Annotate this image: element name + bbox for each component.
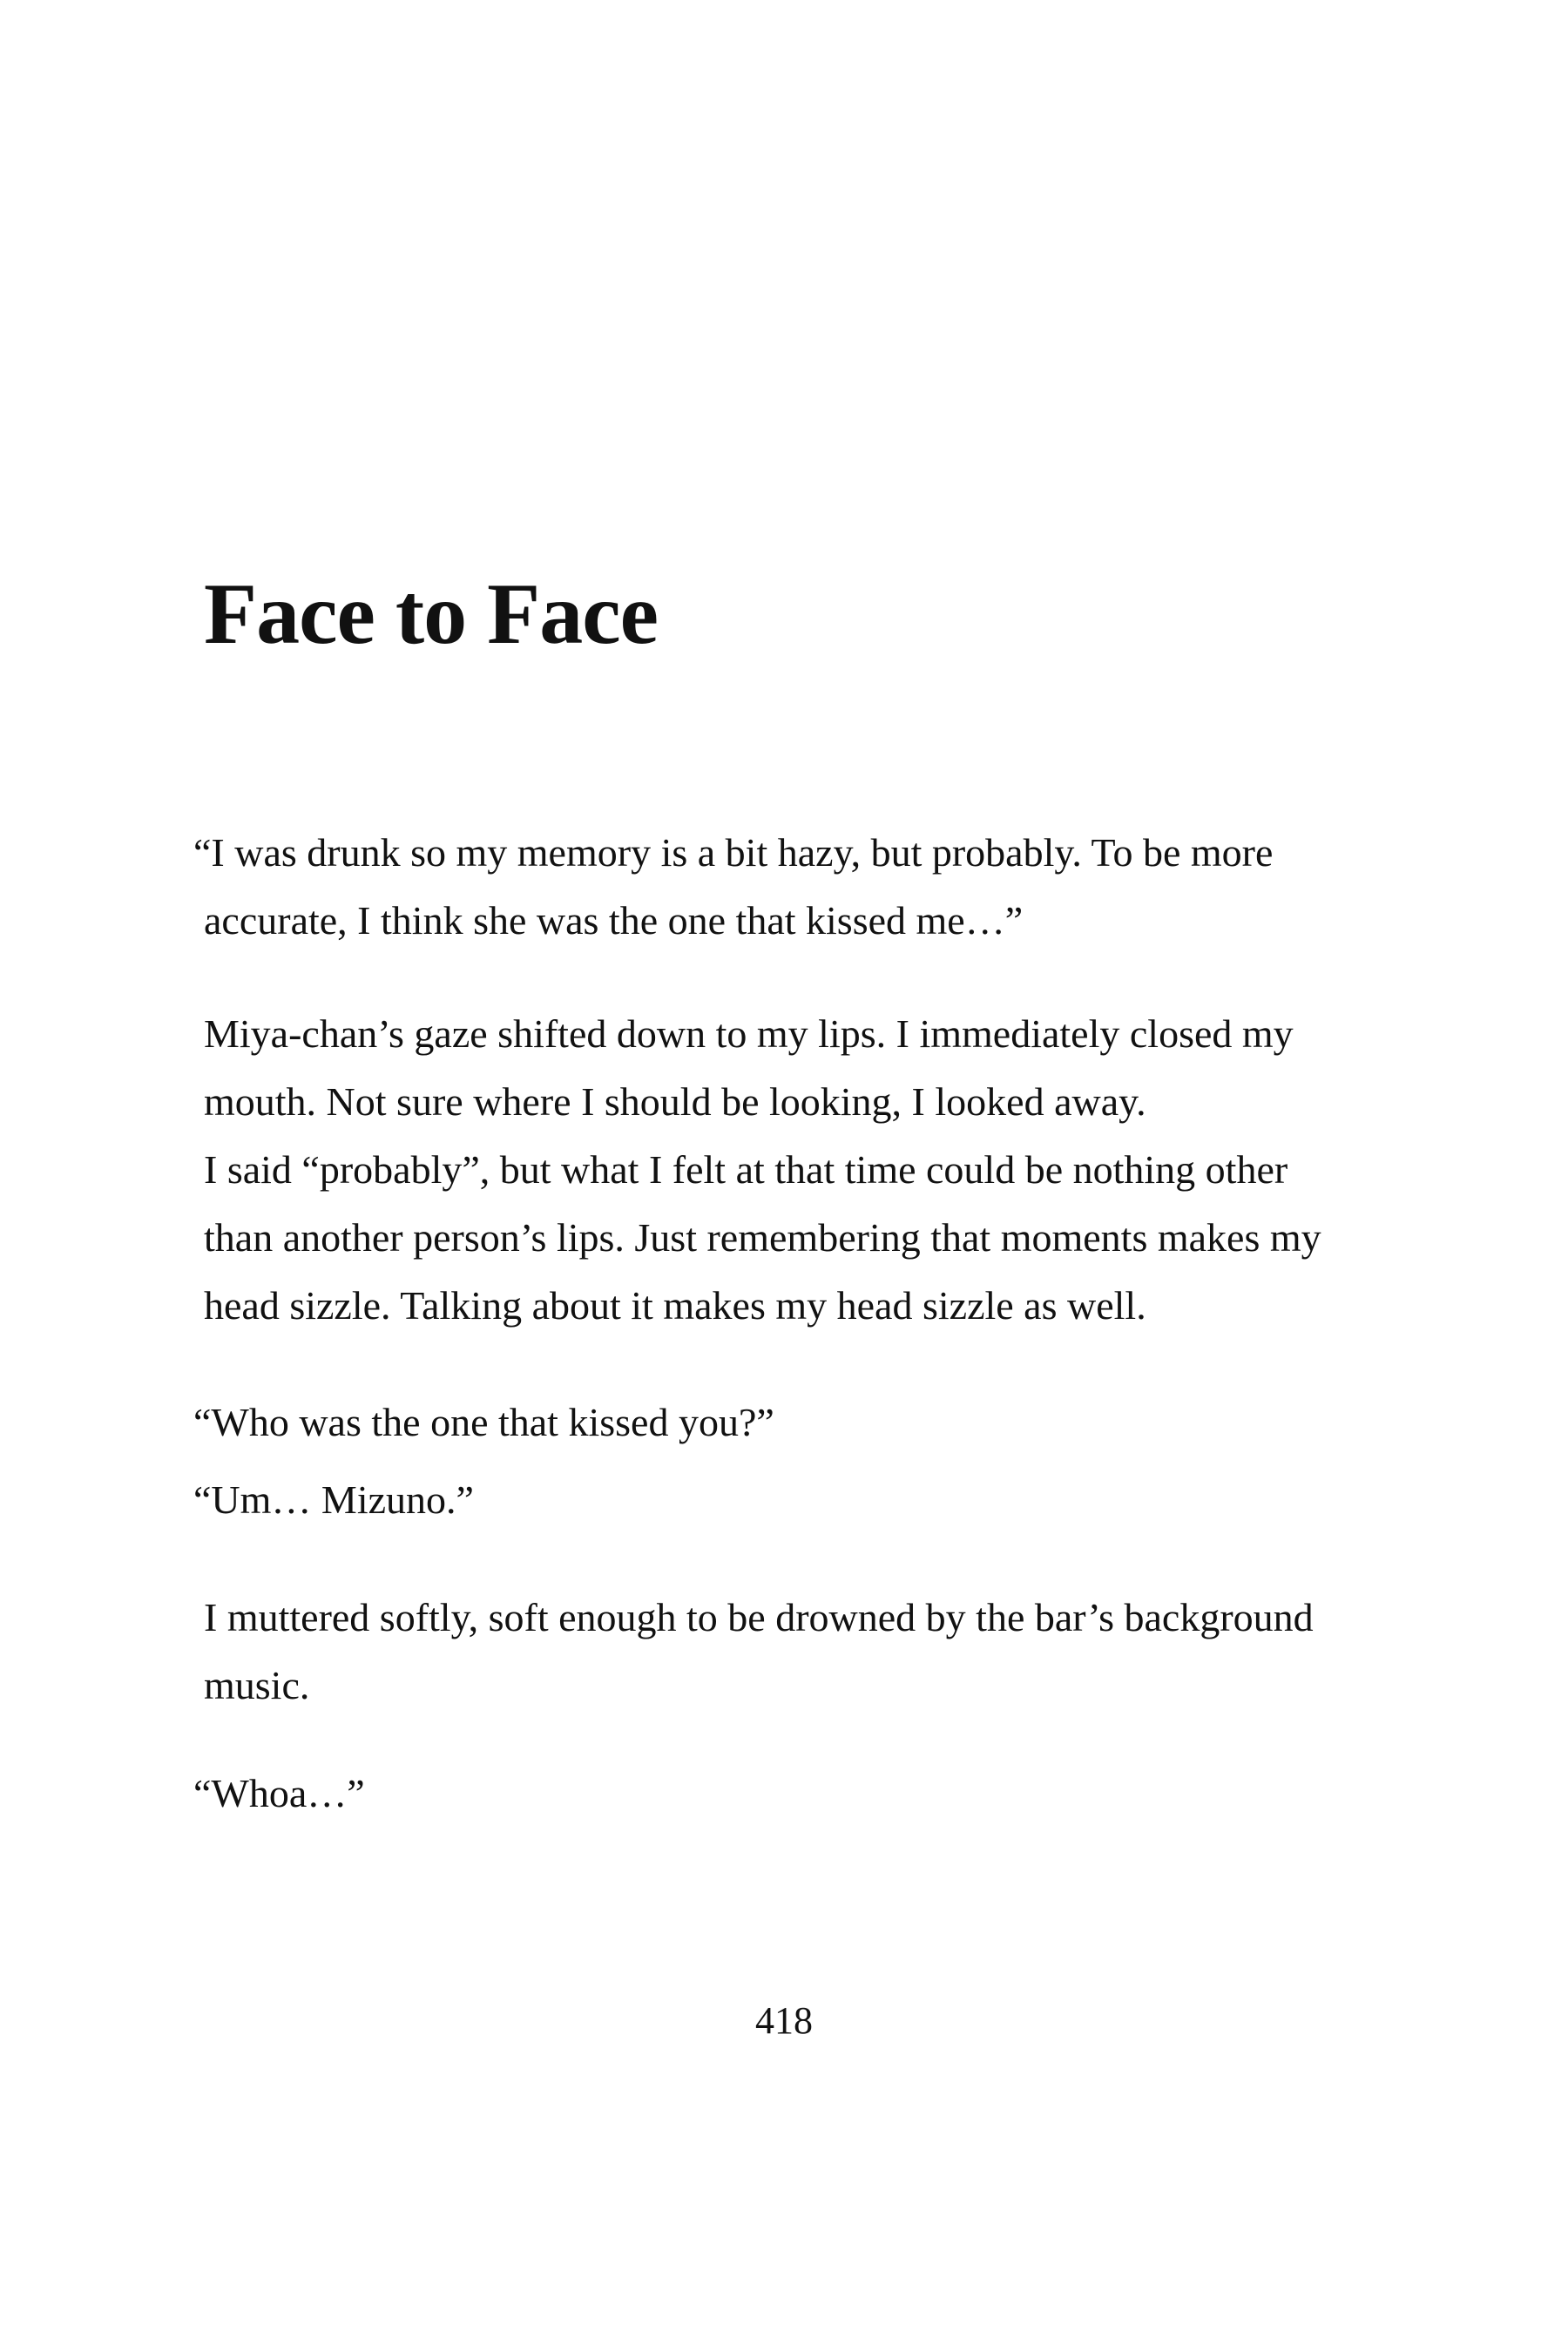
paragraph-6 (204, 1584, 1371, 1720)
paragraph-line: “Um… Mizuno.” (193, 1477, 474, 1522)
paragraph-line: Miya-chan’s gaze shifted down to my lips. I immediately closed my (204, 1011, 1294, 1056)
paragraph-line: “I was drunk so my memory is a bit hazy, but probably. To be more (193, 830, 1274, 875)
paragraph-line: “Who was the one that kissed you?” (193, 1400, 774, 1444)
paragraph-line: “Whoa…” (193, 1771, 365, 1815)
paragraph-line: than another person’s lips. Just remembering that moments makes my (204, 1215, 1321, 1260)
paragraph-3 (204, 1136, 1371, 1340)
paragraph-line: accurate, I think she was the one that kissed me…” (204, 898, 1024, 943)
paragraph-line: head sizzle. Talking about it makes my head sizzle as well. (204, 1283, 1146, 1328)
chapter-title: Face to Face (204, 565, 659, 662)
page-number: 418 (755, 1999, 813, 2042)
paragraph-line: I said “probably”, but what I felt at that time could be nothing other (204, 1147, 1288, 1192)
paragraph-4 (193, 1389, 1361, 1456)
paragraph-line: mouth. Not sure where I should be looking, I looked away. (204, 1079, 1146, 1124)
paragraph-2 (204, 1000, 1371, 1136)
paragraph-line: I muttered softly, soft enough to be drowned by the bar’s background (204, 1595, 1314, 1639)
paragraph-1 (193, 819, 1361, 955)
paragraph-7 (193, 1760, 1361, 1828)
paragraph-5 (193, 1466, 1361, 1534)
paragraph-line: music. (204, 1663, 310, 1707)
